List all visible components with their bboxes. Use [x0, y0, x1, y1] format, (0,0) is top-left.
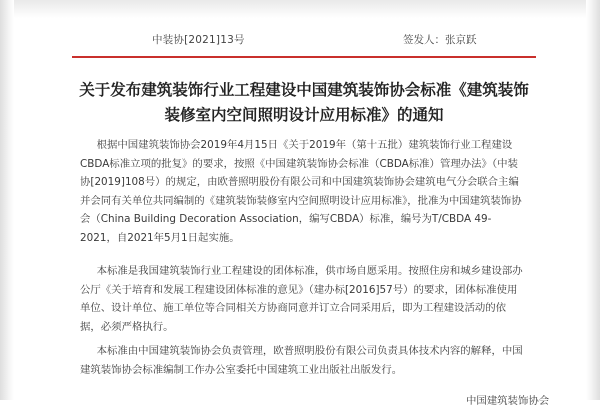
signer: 签发人：张京跃 [403, 34, 477, 46]
page-shadow-right [586, 0, 600, 400]
red-divider-line [72, 56, 536, 58]
body-paragraph-1: 根据中国建筑装饰协会2019年4月15日《关于2019年（第十五批）建筑装饰行业工程建设CBDA标准立项的批复》的要求，按照《中国建筑装饰协会标准（CBDA标准）管理办法》（中装协[2019]108号）的规定，由欧普照明股份有限公司和中国建筑装饰协会建筑电气分会联合主编并会同有关单位共同编制的《建筑装饰装修室内空间照明设计应用标准》，批准为中国建筑装饰协会（China Building Decoration Association，编写CBDA）标准，编号为T/CBDA 49-2021，自2021年5月1日起实施。 [80, 139, 522, 244]
page-shadow-left [0, 0, 14, 400]
page-shadow-top [0, 0, 600, 18]
document-number: 中装协[2021]13号 [152, 34, 245, 46]
notice-title: 关于发布建筑装饰行业工程建设中国建筑装饰协会标准《建筑装饰装修室内空间照明设计应用标准》的通知 [79, 81, 529, 124]
body-paragraph-2: 本标准是我国建筑装饰行业工程建设的团体标准，供市场自愿采用。按照住房和城乡建设部办公厅《关于培育和发展工程建设团体标准的意见》（建办标[2016]57号）的要求，团体标准使用单位、设计单位、施工单位等合同相关方协商同意并订立合同采用后，即为工程建设活动的依据，必须严格执行。 [80, 265, 523, 333]
body-paragraph-3: 本标准由中国建筑装饰协会负责管理，欧普照明股份有限公司负责具体技术内容的解释，中国建筑装饰协会标准编制工作办公室委托中国建筑工业出版社出版发行。 [80, 345, 523, 376]
issuing-organization: 中国建筑装饰协会 [466, 395, 550, 407]
